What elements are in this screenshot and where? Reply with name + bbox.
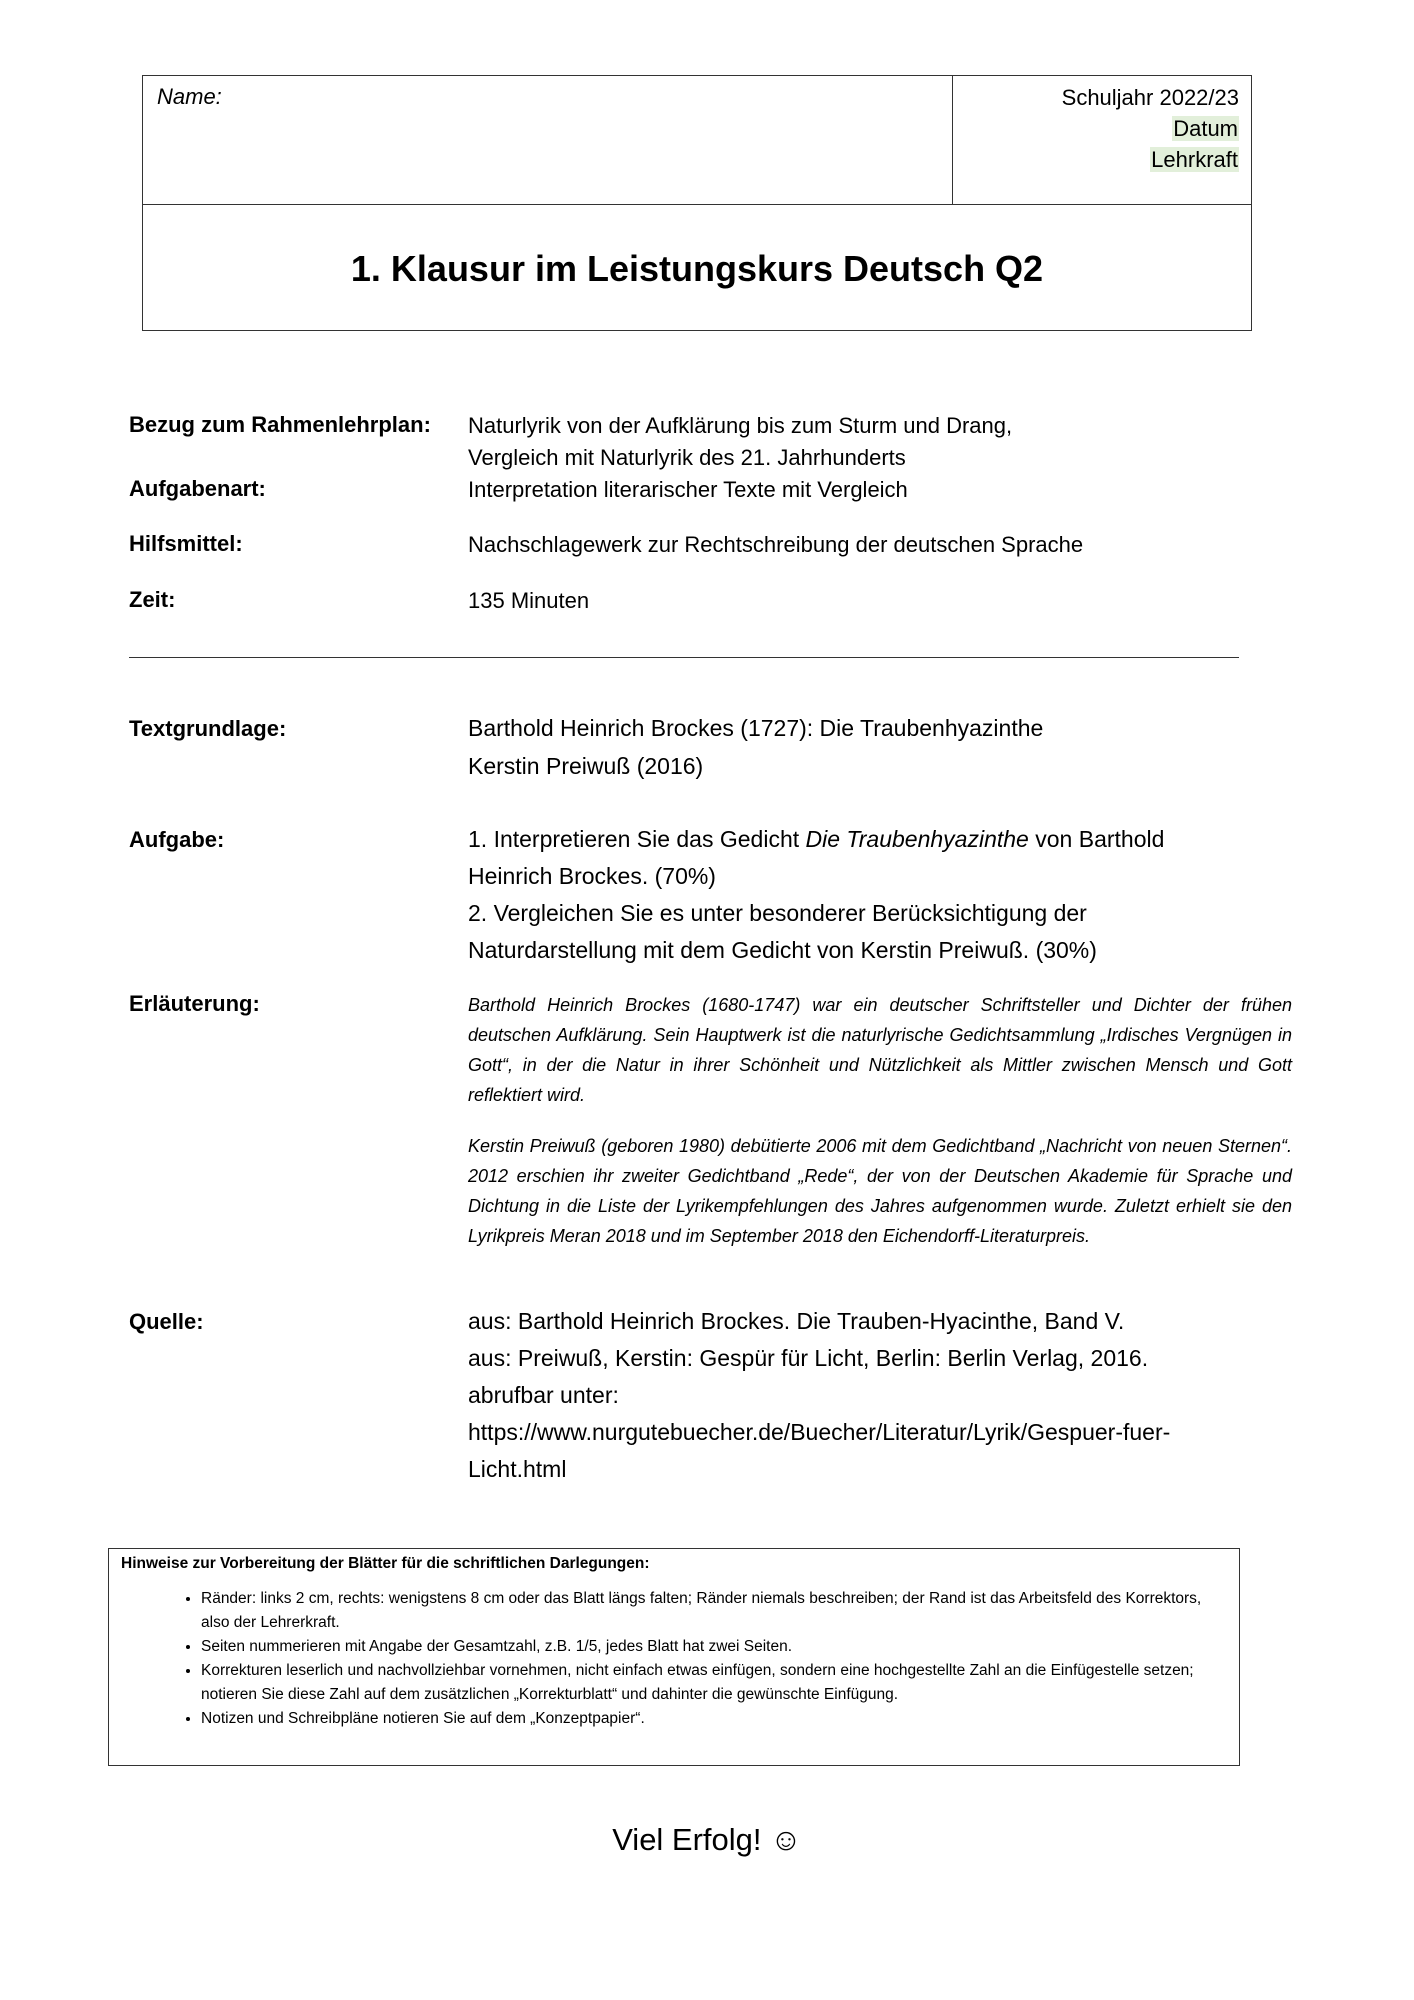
quelle-line-2: aus: Preiwuß, Kerstin: Gespür für Licht, Berlin: Berlin Verlag, 2016. bbox=[468, 1345, 1149, 1371]
poem-title: Die Traubenhyazinthe bbox=[805, 826, 1029, 852]
section-divider bbox=[129, 657, 1239, 658]
name-label: Name: bbox=[157, 84, 222, 109]
exam-header bbox=[142, 75, 1252, 331]
bezug-line-1: Naturlyrik von der Aufklärung bis zum Sturm und Drang, bbox=[468, 413, 1013, 438]
teacher-label: Lehrkraft bbox=[1151, 147, 1238, 172]
zeit-label: Zeit: bbox=[129, 587, 176, 612]
textgrundlage-label: Textgrundlage: bbox=[129, 716, 287, 741]
bezug-line-2: Vergleich mit Naturlyrik des 21. Jahrhunderts bbox=[468, 445, 906, 470]
hint-item: • Korrekturen leserlich und nachvollziehbar vornehmen, nicht einfach etwas einfügen, sondern eine hochgestellte Zahl an die Einfügestelle setzen; notieren Sie diese Zahl auf dem zusätzlichen „Korrekturblatt“ und dahinter die gewünschte Einfügung. bbox=[201, 1659, 1227, 1707]
quelle-url-line-2[interactable]: Licht.html bbox=[468, 1456, 567, 1482]
hint-item: • Ränder: links 2 cm, rechts: wenigstens 8 cm oder das Blatt längs falten; Ränder niemals beschreiben; der Rand ist das Arbeitsfeld des Korrektors, also der Lehrerkraft. bbox=[201, 1587, 1227, 1635]
aufgabenart-label: Aufgabenart: bbox=[129, 476, 266, 501]
quelle-line-1: aus: Barthold Heinrich Brockes. Die Trauben-Hyacinthe, Band V. bbox=[468, 1308, 1125, 1334]
aufgabe-label: Aufgabe: bbox=[129, 827, 225, 852]
quelle-label: Quelle: bbox=[129, 1309, 204, 1334]
hints-list bbox=[121, 1587, 1227, 1731]
quelle-url-line-1[interactable]: https://www.nurgutebuecher.de/Buecher/Literatur/Lyrik/Gespuer-fuer- bbox=[468, 1419, 1171, 1445]
textgrundlage-line-2: Kerstin Preiwuß (2016) bbox=[468, 753, 704, 779]
aufgabe-2-line-2: Naturdarstellung mit dem Gedicht von Kerstin Preiwuß. (30%) bbox=[468, 937, 1097, 963]
header-top-row bbox=[143, 76, 1251, 205]
zeit-value: 135 Minuten bbox=[468, 588, 590, 613]
aufgabenart-value: Interpretation literarischer Texte mit Vergleich bbox=[468, 477, 908, 502]
hint-item: • Seiten nummerieren mit Angabe der Gesamtzahl, z.B. 1/5, jedes Blatt hat zwei Seiten. bbox=[201, 1635, 1227, 1659]
hilfsmittel-label: Hilfsmittel: bbox=[129, 531, 243, 556]
aufgabe-1-line-2: Heinrich Brockes. (70%) bbox=[468, 863, 716, 889]
footer-greeting: Viel Erfolg! ☺ bbox=[612, 1822, 802, 1857]
hint-item: • Notizen und Schreibpläne notieren Sie auf dem „Konzeptpapier“. bbox=[201, 1707, 1227, 1731]
textgrundlage-line-1: Barthold Heinrich Brockes (1727): Die Traubenhyazinthe bbox=[468, 715, 1044, 741]
school-year: Schuljahr 2022/23 bbox=[1061, 85, 1239, 110]
meta-cell bbox=[953, 76, 1251, 204]
date-label: Datum bbox=[1173, 116, 1238, 141]
erlaeuterung-paragraph-2: Kerstin Preiwuß (geboren 1980) debütierte 2006 mit dem Gedichtband „Nachricht von neuen Sternen“. 2012 erschien ihr zweiter Gedichtband „Rede“, der von der Deutschen Akademie für Sprache und Dichtung in die Liste der Lyrikempfehlungen des Jahres aufgenommen wurde. Zuletzt erhielt sie den Lyrikpreis Meran 2018 und im September 2018 den Eichendorff-Literaturpreis. bbox=[468, 1136, 1292, 1246]
hints-box bbox=[108, 1548, 1240, 1766]
bezug-label: Bezug zum Rahmenlehrplan: bbox=[129, 412, 431, 437]
name-cell[interactable] bbox=[143, 76, 953, 204]
aufgabe-2-line-1: 2. Vergleichen Sie es unter besonderer Berücksichtigung der bbox=[468, 900, 1087, 926]
erlaeuterung-label: Erläuterung: bbox=[129, 991, 260, 1016]
aufgabe-1-line-1: 1. Interpretieren Sie das Gedicht Die Traubenhyazinthe von Barthold bbox=[468, 826, 1165, 852]
erlaeuterung-paragraph-1: Barthold Heinrich Brockes (1680-1747) war ein deutscher Schriftsteller und Dichter der frühen deutschen Aufklärung. Sein Hauptwerk ist die naturlyrische Gedichtsammlung „Irdisches Vergnügen in Gott“, in der die Natur in ihrer Schönheit und Nützlichkeit als Mittler zwischen Mensch und Gott reflektiert wird. bbox=[468, 995, 1292, 1105]
quelle-line-3: abrufbar unter: bbox=[468, 1382, 619, 1408]
page-title: 1. Klausur im Leistungskurs Deutsch Q2 bbox=[350, 247, 1044, 289]
hints-title: Hinweise zur Vorbereitung der Blätter für die schriftlichen Darlegungen: bbox=[121, 1555, 650, 1572]
hilfsmittel-value: Nachschlagewerk zur Rechtschreibung der deutschen Sprache bbox=[468, 532, 1084, 557]
